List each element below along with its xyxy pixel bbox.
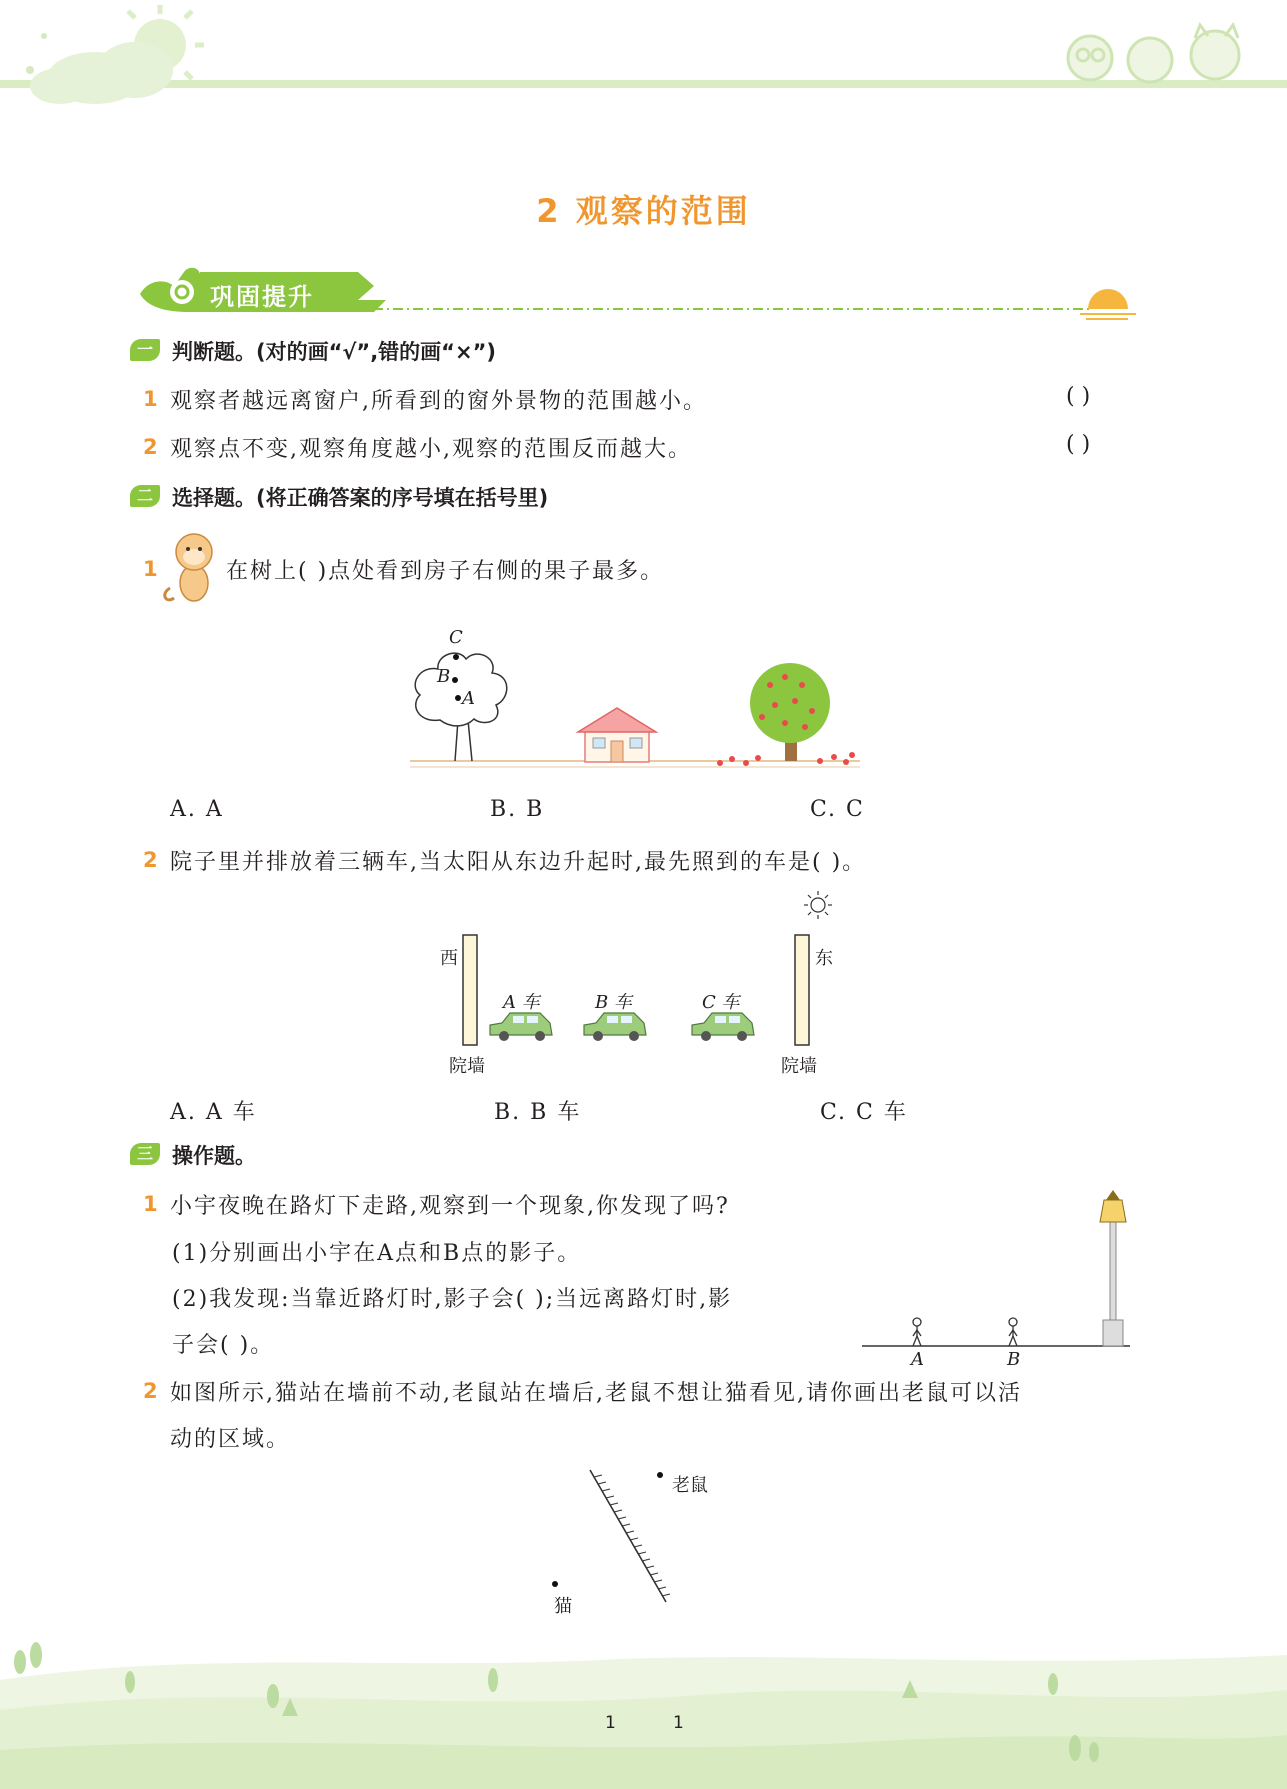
- question-number: 2: [143, 435, 158, 459]
- question-text: 子会( )。: [172, 1333, 275, 1358]
- question-text: 小宇夜晚在路灯下走路,观察到一个现象,你发现了吗?: [170, 1194, 730, 1219]
- wall-right: [795, 935, 809, 1045]
- section-title: 判断题。(对的画“√”,错的画“×”): [172, 340, 496, 364]
- sunset-icon: [1080, 289, 1136, 319]
- question-number: 2: [143, 1379, 158, 1403]
- answer-blank[interactable]: ( ): [1066, 432, 1091, 457]
- cat-label: 猫: [554, 1596, 572, 1617]
- option-a[interactable]: A. A: [170, 797, 224, 822]
- question-number: 1: [143, 387, 158, 411]
- animal-heads-icon: [1068, 25, 1239, 82]
- page-number-left: 1: [605, 1713, 616, 1733]
- point-label-b: B: [437, 666, 451, 687]
- option-c[interactable]: C. C: [810, 797, 865, 822]
- tree-outline-icon: [415, 653, 507, 761]
- question-text: 在树上( )点处看到房子右侧的果子最多。: [226, 559, 665, 584]
- east-label: 东: [815, 948, 833, 969]
- section-badge: 三: [130, 1143, 160, 1165]
- option-c[interactable]: C. C 车: [820, 1100, 908, 1125]
- street-lamp-icon: [1100, 1190, 1126, 1346]
- page-number-right: 1: [673, 1713, 684, 1733]
- page-title: 2 观察的范围: [536, 192, 751, 230]
- question-number: 1: [143, 557, 158, 581]
- point-label-b: B: [1007, 1349, 1021, 1370]
- option-a[interactable]: A. A 车: [170, 1100, 257, 1125]
- question-text: 观察点不变,观察角度越小,观察的范围反而越大。: [170, 437, 692, 462]
- car-icon: [584, 1013, 646, 1041]
- section-badge: 一: [130, 339, 160, 361]
- section-title: 操作题。: [172, 1144, 256, 1168]
- star-icon: [26, 33, 47, 74]
- banner-title: 巩固提升: [210, 283, 314, 311]
- point-label-a: A: [911, 1349, 924, 1370]
- point-label-a: A: [462, 688, 475, 709]
- answer-blank[interactable]: ( ): [1066, 384, 1091, 409]
- mouse-label: 老鼠: [672, 1475, 708, 1496]
- car-icon: [490, 1013, 552, 1041]
- option-b[interactable]: B. B 车: [494, 1100, 582, 1125]
- fruit-tree-icon: [717, 663, 855, 766]
- cloud-icon: [30, 42, 173, 104]
- section-badge: 二: [130, 485, 160, 507]
- car-b-label: B 车: [595, 992, 632, 1013]
- question-number: 1: [143, 1192, 158, 1216]
- sun-icon: [804, 891, 832, 919]
- cat-point: [552, 1581, 558, 1587]
- section-title: 选择题。(将正确答案的序号填在括号里): [172, 486, 549, 510]
- point-label-c: C: [449, 627, 463, 648]
- person-icon: [913, 1318, 921, 1346]
- mouse-point: [657, 1472, 663, 1478]
- street-lamp-figure: [860, 1190, 1140, 1360]
- question-text: (1)分别画出小宇在A点和B点的影子。: [172, 1241, 582, 1266]
- question-text: (2)我发现:当靠近路灯时,影子会( );当远离路灯时,影: [172, 1287, 733, 1312]
- wall-left: [463, 935, 477, 1045]
- house-icon: [578, 708, 656, 762]
- car-c-label: C 车: [702, 992, 740, 1013]
- question-text: 院子里并排放着三辆车,当太阳从东边升起时,最先照到的车是( )。: [170, 850, 867, 875]
- question-text: 如图所示,猫站在墙前不动,老鼠站在墙后,老鼠不想让猫看见,请你画出老鼠可以活: [170, 1381, 1022, 1406]
- west-label: 西: [440, 948, 458, 969]
- question-text: 观察者越远离窗户,所看到的窗外景物的范围越小。: [170, 389, 707, 414]
- person-icon: [1009, 1318, 1017, 1346]
- wall-label-right: 院墙: [781, 1056, 817, 1077]
- question-text: 动的区域。: [170, 1427, 291, 1452]
- car-a-label: A 车: [503, 992, 540, 1013]
- monkey-icon: [160, 528, 226, 608]
- cat-mouse-figure: [540, 1460, 740, 1610]
- car-icon: [692, 1013, 754, 1041]
- wall-label-left: 院墙: [449, 1056, 485, 1077]
- option-b[interactable]: B. B: [490, 797, 545, 822]
- header-decoration: [0, 0, 1287, 110]
- question-number: 2: [143, 848, 158, 872]
- footer-landscape: [0, 1620, 1287, 1789]
- yard-cars-figure: [430, 885, 850, 1065]
